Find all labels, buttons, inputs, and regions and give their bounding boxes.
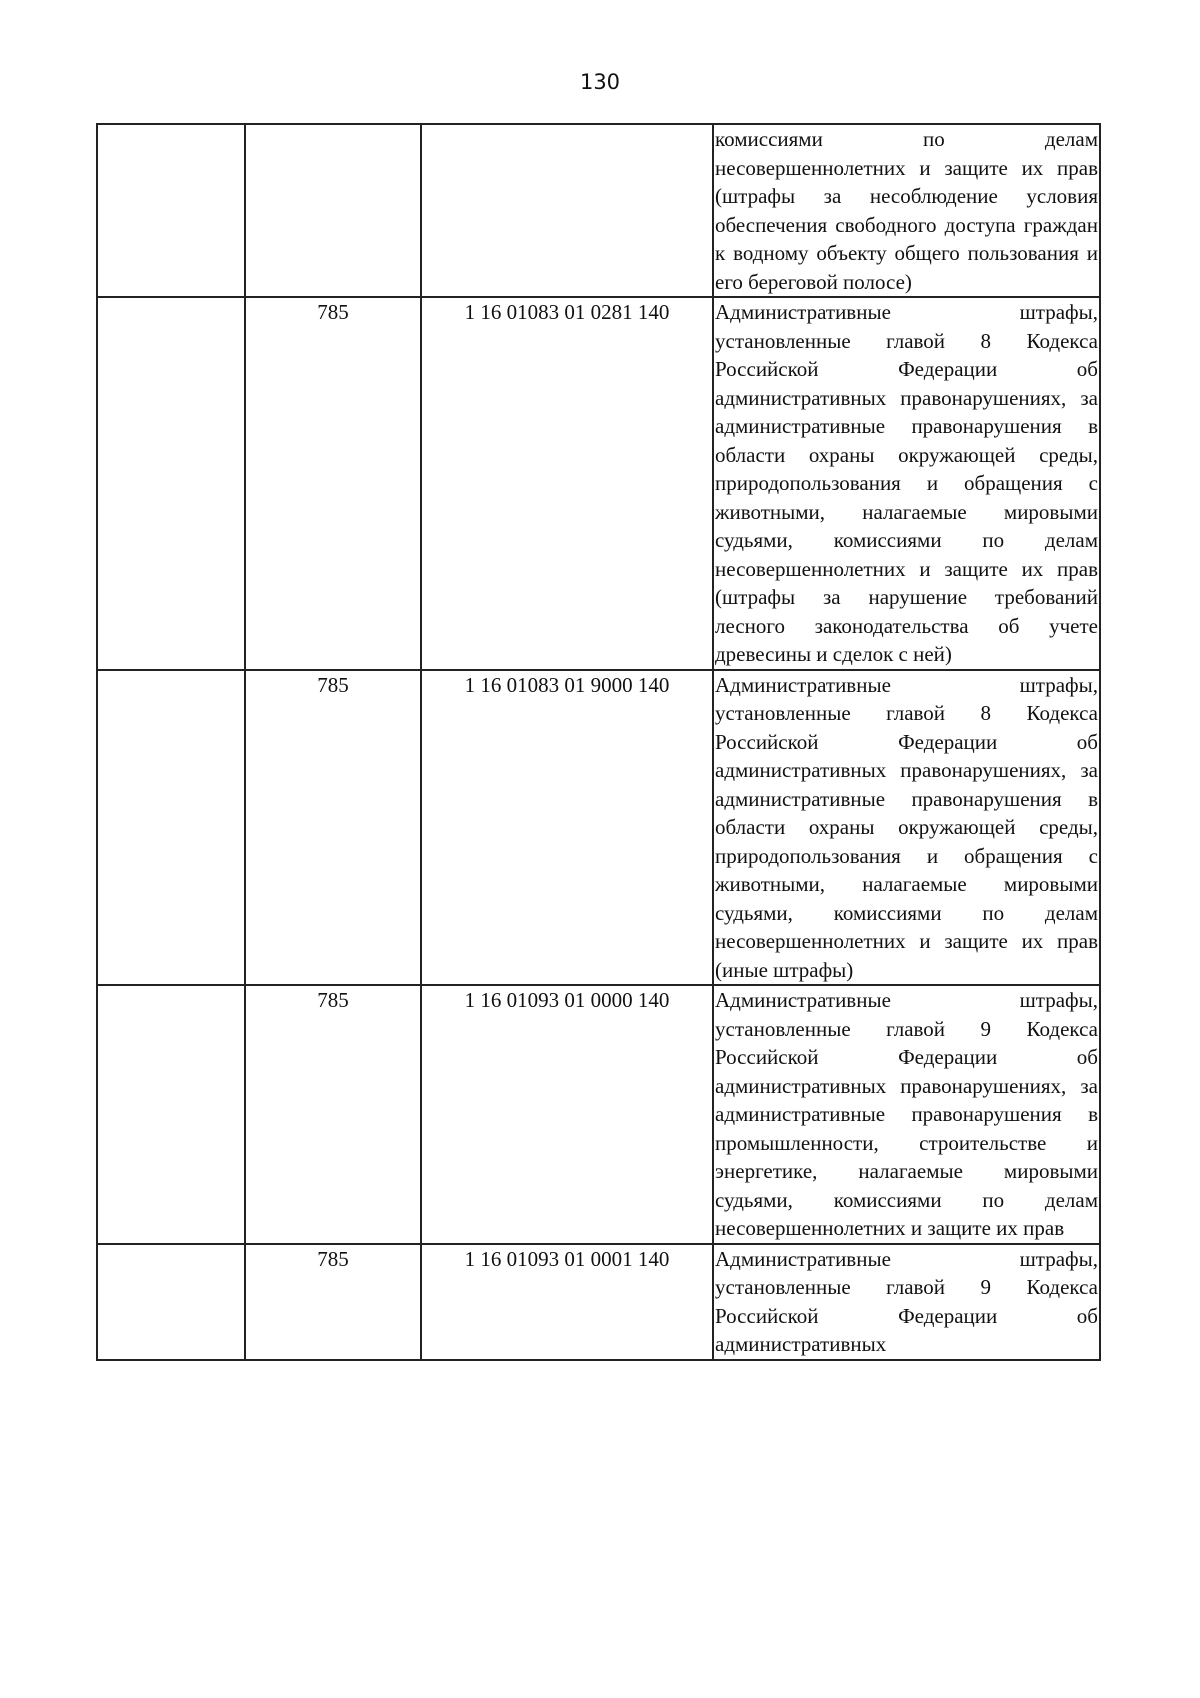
kbk-code-cell: 1 16 01093 01 0000 140	[421, 985, 713, 1244]
empty-cell	[97, 297, 245, 670]
table-row	[97, 124, 1100, 297]
admin-code-cell: 785	[245, 297, 421, 670]
empty-cell	[97, 124, 245, 297]
admin-code-cell: 785	[245, 670, 421, 986]
kbk-code-cell: 1 16 01083 01 0281 140	[421, 297, 713, 670]
description-cell	[713, 124, 1100, 297]
page-number: 130	[579, 70, 621, 94]
admin-code-cell: 785	[245, 1244, 421, 1360]
description-cell	[713, 985, 1100, 1244]
kbk-code-cell: 1 16 01083 01 9000 140	[421, 670, 713, 986]
description-cell	[713, 1244, 1100, 1360]
empty-cell	[97, 1244, 245, 1360]
description-text: комиссиями по делам несовершеннолетних и защите их прав (штрафы за несоблюдение условия обеспечения свободного доступа граждан к водному объекту общего пользования и его береговой полосе)	[715, 127, 1098, 294]
kbk-code-cell	[421, 124, 713, 297]
description-cell	[713, 670, 1100, 986]
admin-code-cell: 785	[245, 985, 421, 1244]
description-text: Административные штрафы, установленные главой 8 Кодекса Российской Федерации об административных правонарушениях, за административные правонарушения в области охраны окружающей среды, природопользования и обращения с животными, налагаемые мировыми судьями, комиссиями по делам несовершеннолетних и защите их прав (штрафы за нарушение требований лесного законодательства об учете древесины и сделок с ней)	[715, 300, 1098, 666]
table-row	[97, 670, 1100, 986]
empty-cell	[97, 670, 245, 986]
empty-cell	[97, 985, 245, 1244]
description-text: Административные штрафы, установленные главой 9 Кодекса Российской Федерации об административных	[715, 1246, 1098, 1356]
table-row	[97, 1244, 1100, 1360]
table-row	[97, 985, 1100, 1244]
admin-code-cell	[245, 124, 421, 297]
kbk-code-cell: 1 16 01093 01 0001 140	[421, 1244, 713, 1360]
table-row	[97, 297, 1100, 670]
description-text: Административные штрафы, установленные главой 8 Кодекса Российской Федерации об административных правонарушениях, за административные правонарушения в области охраны окружающей среды, природопользования и обращения с животными, налагаемые мировыми судьями, комиссиями по делам несовершеннолетних и защите их прав (иные штрафы)	[715, 672, 1098, 982]
description-text: Административные штрафы, установленные главой 9 Кодекса Российской Федерации об административных правонарушениях, за административные правонарушения в промышленности, строительстве и энергетике, налагаемые мировыми судьями, комиссиями по делам несовершеннолетних и защите их прав	[715, 988, 1098, 1240]
budget-codes-table	[96, 123, 1101, 1361]
description-cell	[713, 297, 1100, 670]
